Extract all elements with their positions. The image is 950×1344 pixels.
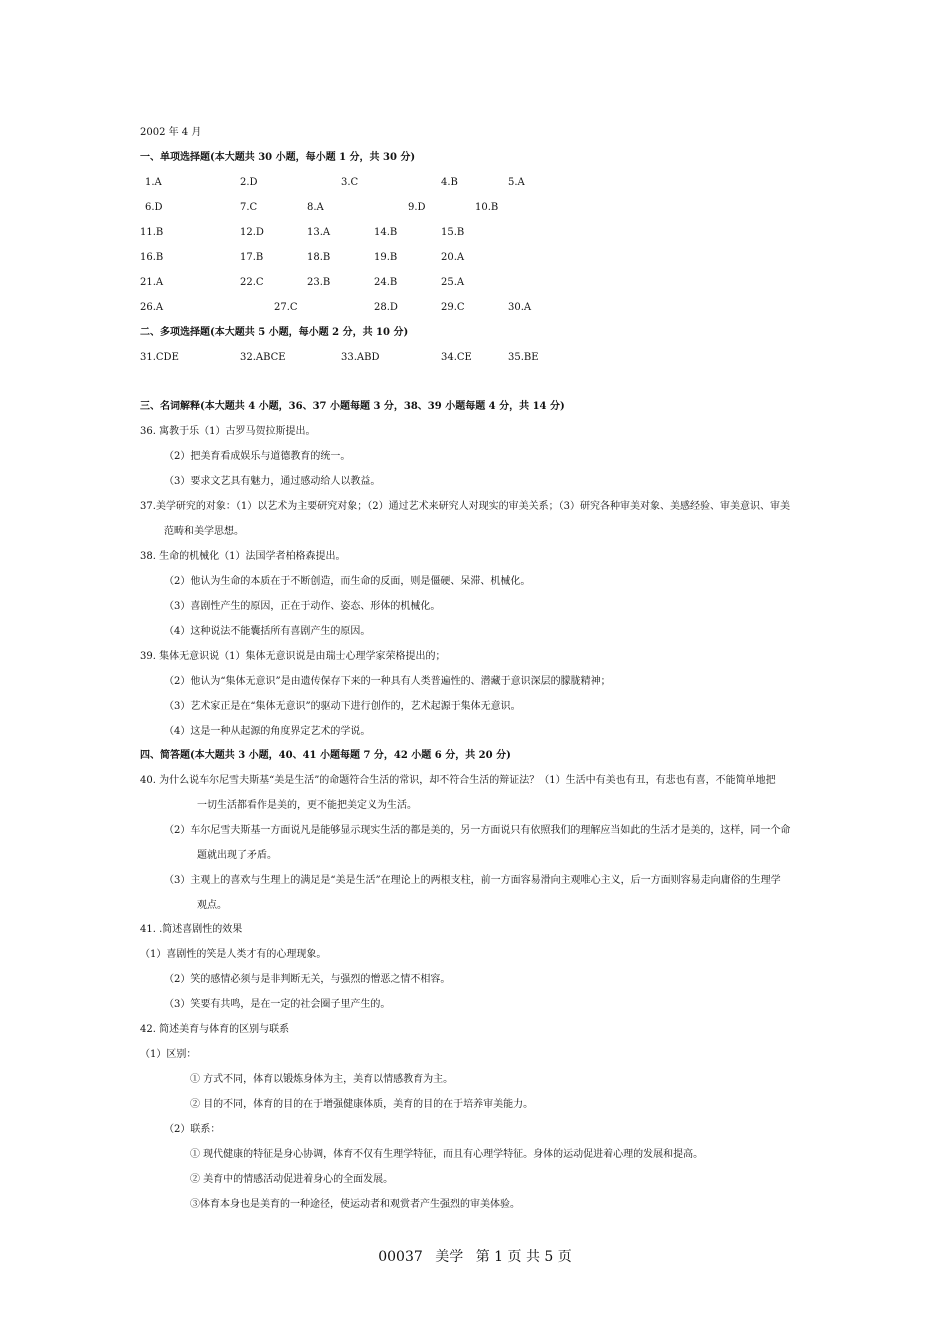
- question-38-title: 38. 生命的机械化（1）法国学者柏格森提出。: [140, 551, 346, 562]
- answer-line: 题就出现了矛盾。: [197, 850, 277, 861]
- answer-item: 15.B: [441, 227, 465, 238]
- answer-item: 34.CE: [441, 352, 472, 363]
- answer-item: 6.D: [145, 202, 163, 213]
- question-42-title: 42. 简述美育与体育的区别与联系: [140, 1024, 290, 1035]
- answer-line: （2）车尔尼雪夫斯基一方面说凡是能够显示现实生活的都是美的，另一方面说只有依照我们的理解应当如此的生活才是美的，这样，同一个命: [164, 825, 791, 836]
- answer-line: （3）艺术家正是在“集体无意识”的驱动下进行创作的，艺术起源于集体无意识。: [164, 701, 521, 712]
- answer-item: 27.C: [274, 302, 298, 313]
- answer-line: （2）把美育看成娱乐与道德教育的统一。: [164, 451, 351, 462]
- answer-item: 1.A: [145, 177, 162, 188]
- answer-item: 4.B: [441, 177, 458, 188]
- answer-item: 22.C: [240, 277, 264, 288]
- page-number: 第 1 页 共 5 页: [475, 1249, 572, 1265]
- answer-item: 25.A: [441, 277, 465, 288]
- answer-item: 30.A: [508, 302, 532, 313]
- answer-item: 7.C: [240, 202, 258, 213]
- answer-item: 26.A: [140, 302, 164, 313]
- answer-line: （4）这种说法不能囊括所有喜剧产生的原因。: [164, 626, 371, 637]
- answer-line: 一切生活都看作是美的，更不能把美定义为生活。: [197, 800, 417, 811]
- answer-item: 35.BE: [508, 352, 539, 363]
- answer-line: ② 美育中的情感活动促进着身心的全面发展。: [190, 1174, 394, 1185]
- answer-line: （3）笑要有共鸣，是在一定的社会圈子里产生的。: [164, 999, 391, 1010]
- answer-item: 2.D: [240, 177, 258, 188]
- question-41-title: 41. .简述喜剧性的效果: [140, 924, 243, 935]
- answer-item: 33.ABD: [341, 352, 380, 363]
- section-heading-term-definitions: 三、名词解释(本大题共 4 小题，36、37 小题每题 3 分，38、39 小题每题 4 分，共 14 分): [140, 401, 565, 412]
- course-subject: 美学: [435, 1249, 464, 1265]
- answer-line: （3）要求文艺具有魅力，通过感动给人以教益。: [164, 476, 381, 487]
- answer-line: （4）这是一种从起源的角度界定艺术的学说。: [164, 726, 371, 737]
- answer-item: 8.A: [307, 202, 324, 213]
- exam-date: 2002 年 4 月: [140, 127, 202, 138]
- answer-item: 28.D: [374, 302, 398, 313]
- answer-item: 12.D: [240, 227, 264, 238]
- answer-item: 21.A: [140, 277, 164, 288]
- answer-line: ③体育本身也是美育的一种途径，使运动者和观赏者产生强烈的审美体验。: [190, 1199, 520, 1210]
- answer-line: （2）他认为“集体无意识”是由遗传保存下来的一种具有人类普遍性的、潜藏于意识深层的朦胧精神；: [164, 676, 611, 687]
- course-code: 00037: [378, 1249, 423, 1265]
- answer-line: （2）他认为生命的本质在于不断创造，而生命的反面，则是僵硬、呆滞、机械化。: [164, 576, 531, 587]
- page-footer: [0, 1248, 950, 1266]
- answer-item: 13.A: [307, 227, 331, 238]
- answer-item: 20.A: [441, 252, 465, 263]
- answer-item: 29.C: [441, 302, 465, 313]
- answer-line: （3）主观上的喜欢与生理上的满足是“美是生活”在理论上的两根支柱，前一方面容易滑向主观唯心主义，后一方面则容易走向庸俗的生理学: [164, 875, 781, 886]
- question-36-title: 36. 寓教于乐（1）古罗马贺拉斯提出。: [140, 426, 316, 437]
- question-39-title: 39. 集体无意识说（1）集体无意识说是由瑞士心理学家荣格提出的；: [140, 651, 446, 662]
- answer-line: 范畴和美学思想。: [164, 526, 244, 537]
- answer-item: 9.D: [408, 202, 426, 213]
- answer-subheading: （2）联系：: [164, 1124, 221, 1135]
- answer-line: （1）喜剧性的笑是人类才有的心理现象。: [140, 949, 327, 960]
- section-heading-short-answer: 四、简答题(本大题共 3 小题，40、41 小题每题 7 分，42 小题 6 分，共 20 分): [140, 750, 511, 761]
- answer-line: ② 目的不同，体育的目的在于增强健康体质，美育的目的在于培养审美能力。: [190, 1099, 534, 1110]
- answer-item: 10.B: [475, 202, 499, 213]
- answer-line: （3）喜剧性产生的原因，正在于动作、姿态、形体的机械化。: [164, 601, 441, 612]
- answer-item: 18.B: [307, 252, 331, 263]
- answer-subheading: （1）区别：: [140, 1049, 197, 1060]
- question-40-title: 40. 为什么说车尔尼雪夫斯基“美是生活”的命题符合生活的常识，却不符合生活的辩证法？（1）生活中有美也有丑，有悲也有喜，不能简单地把: [140, 775, 776, 786]
- answer-line: ① 方式不同，体育以锻炼身体为主，美育以情感教育为主。: [190, 1074, 454, 1085]
- answer-item: 5.A: [508, 177, 525, 188]
- answer-item: 31.CDE: [140, 352, 179, 363]
- section-heading-single-choice: 一、单项选择题(本大题共 30 小题，每小题 1 分，共 30 分): [140, 152, 416, 163]
- answer-line: ① 现代健康的特征是身心协调，体育不仅有生理学特征，而且有心理学特征。身体的运动促进着心理的发展和提高。: [190, 1149, 704, 1160]
- answer-item: 17.B: [240, 252, 264, 263]
- answer-line: （2）笑的感情必须与是非判断无关，与强烈的憎恶之情不相容。: [164, 974, 451, 985]
- answer-item: 23.B: [307, 277, 331, 288]
- answer-item: 14.B: [374, 227, 398, 238]
- answer-item: 11.B: [140, 227, 164, 238]
- answer-item: 24.B: [374, 277, 398, 288]
- section-heading-multiple-choice: 二、多项选择题(本大题共 5 小题，每小题 2 分，共 10 分): [140, 327, 409, 338]
- answer-line: 观点。: [197, 900, 227, 911]
- answer-item: 32.ABCE: [240, 352, 286, 363]
- question-37-title: 37.美学研究的对象：（1）以艺术为主要研究对象；（2）通过艺术来研究人对现实的审美关系；（3）研究各种审美对象、美感经验、审美意识、审美: [140, 501, 790, 512]
- answer-item: 19.B: [374, 252, 398, 263]
- answer-item: 3.C: [341, 177, 359, 188]
- answer-item: 16.B: [140, 252, 164, 263]
